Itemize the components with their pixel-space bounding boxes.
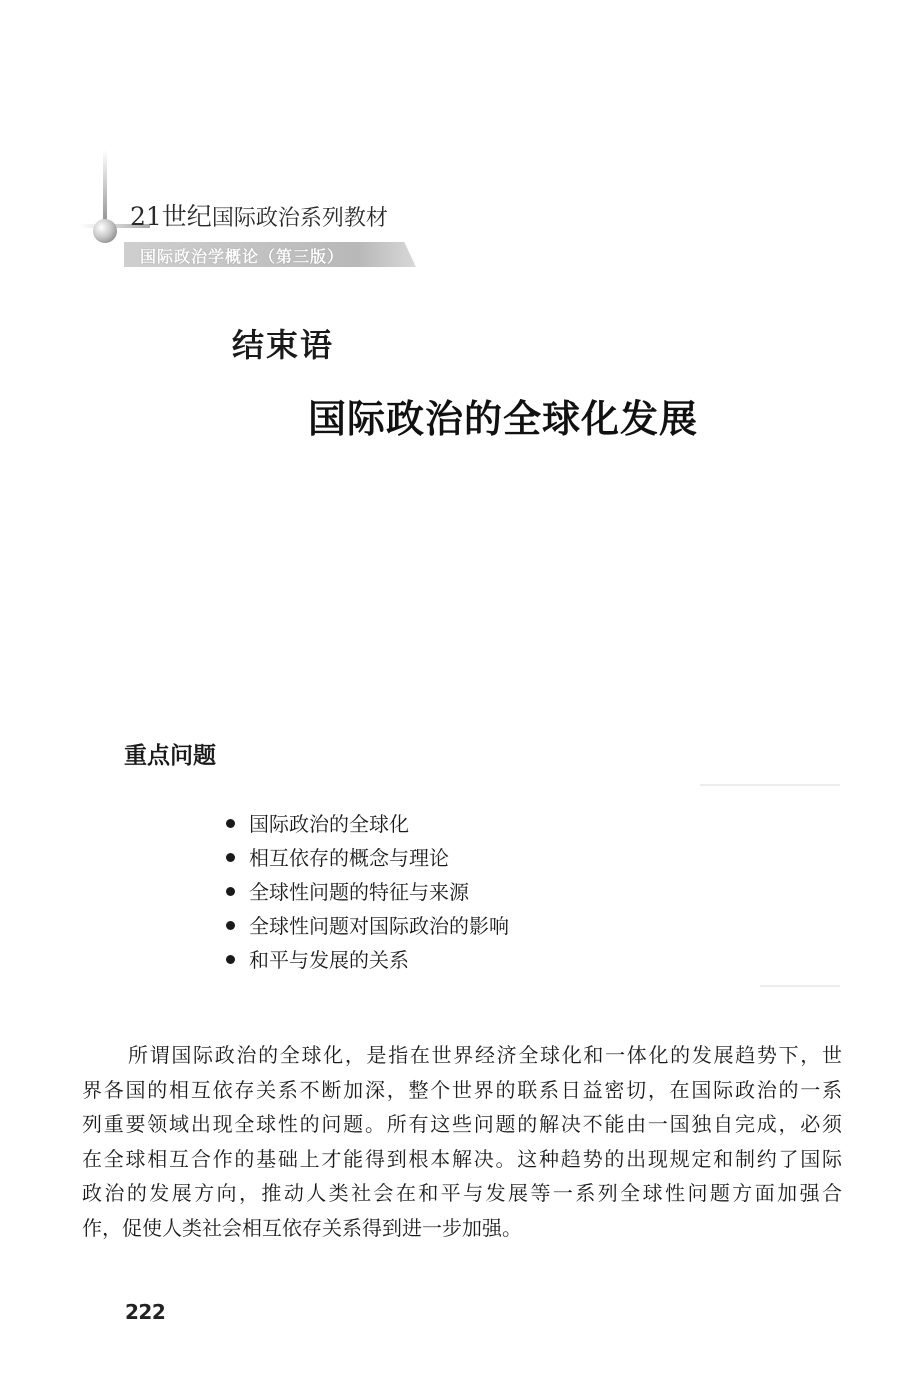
- paragraph-line: 在全球相互合作的基础上才能得到根本解决。这种趋势的出现规定和制约了国际: [82, 1146, 842, 1171]
- list-item-text: 全球性问题的特征与来源: [249, 880, 469, 904]
- header-ornament-sphere: [93, 219, 117, 243]
- chapter-label: 结束语: [232, 326, 335, 364]
- series-name: 国际政治系列教材: [211, 206, 388, 231]
- bullet-icon: [226, 819, 235, 828]
- list-item: [226, 909, 509, 943]
- list-item: [226, 943, 509, 977]
- bullet-icon: [226, 887, 235, 896]
- book-title: 国际政治学概论（第三版）: [140, 247, 345, 266]
- list-item-text: 和平与发展的关系: [249, 948, 409, 972]
- list-item: [226, 875, 509, 909]
- series-prefix: 21世纪: [130, 202, 212, 231]
- list-item-text: 相互依存的概念与理论: [249, 846, 449, 870]
- list-item-text: 全球性问题对国际政治的影响: [249, 914, 509, 938]
- bullet-icon: [226, 955, 235, 964]
- paragraph-line: 界各国的相互依存关系不断加深，整个世界的联系日益密切，在国际政治的一系: [82, 1077, 842, 1102]
- scan-artifact: [700, 784, 840, 786]
- list-item: [226, 807, 509, 841]
- series-title: [130, 197, 388, 233]
- paragraph-line: 政治的发展方向，推动人类社会在和平与发展等一系列全球性问题方面加强合: [82, 1181, 842, 1205]
- paragraph-line: 作，促使人类社会相互依存关系得到进一步加强。: [82, 1215, 522, 1240]
- key-issues-list: [226, 807, 509, 977]
- bullet-icon: [226, 921, 235, 930]
- header-ornament-vertical-line: [103, 150, 107, 230]
- chapter-title: 国际政治的全球化发展: [308, 396, 699, 441]
- scan-artifact: [760, 985, 840, 987]
- key-issues-heading: 重点问题: [124, 743, 216, 769]
- paragraph-line: 所谓国际政治的全球化，是指在世界经济全球化和一体化的发展趋势下，世: [128, 1043, 842, 1067]
- page-number: 222: [125, 1300, 166, 1324]
- body-paragraph: [82, 1038, 842, 1245]
- list-item-text: 国际政治的全球化: [249, 812, 409, 836]
- paragraph-line: 列重要领域出现全球性的问题。所有这些问题的解决不能由一国独自完成，必须: [82, 1112, 842, 1136]
- list-item: [226, 841, 509, 875]
- bullet-icon: [226, 853, 235, 862]
